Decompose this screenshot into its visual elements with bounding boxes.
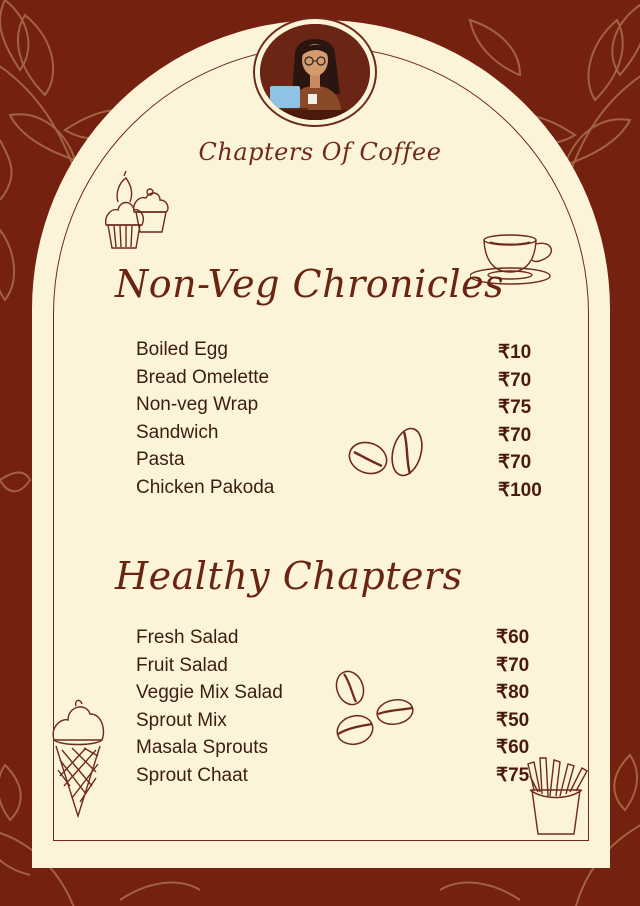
item-price: ₹100: [498, 479, 542, 501]
item-name: Sandwich: [136, 421, 219, 443]
item-price: ₹70: [496, 654, 530, 676]
menu-item: [136, 449, 546, 477]
item-price: ₹50: [496, 709, 530, 731]
item-price: ₹60: [496, 737, 530, 758]
section-title-non-veg: Non-Veg Chronicles: [115, 262, 505, 306]
menu-item: [136, 339, 546, 367]
item-name: Masala Sprouts: [136, 737, 269, 758]
cupcakes-icon: [100, 170, 172, 252]
menu-item: [136, 765, 546, 793]
item-price: ₹70: [498, 424, 532, 446]
menu-item: [136, 627, 546, 655]
french-fries-icon: [524, 756, 590, 836]
item-price: ₹10: [498, 342, 532, 363]
woman-with-laptop-icon: [260, 24, 370, 120]
coffee-beans-icon: [346, 424, 428, 482]
item-name: Sprout Chaat: [136, 764, 248, 786]
brand-title: Chapters Of Coffee: [198, 138, 442, 166]
item-price: ₹70: [498, 452, 532, 473]
item-price: ₹75: [498, 397, 532, 418]
item-name: Pasta: [136, 449, 185, 470]
item-name: Bread Omelette: [136, 366, 270, 388]
item-price: ₹75: [496, 764, 530, 786]
item-price: ₹60: [496, 627, 530, 648]
menu-item: [136, 422, 546, 450]
coffee-beans-icon: [332, 668, 418, 750]
item-name: Veggie Mix Salad: [136, 682, 283, 703]
item-name: Chicken Pakoda: [136, 476, 275, 498]
item-name: Fresh Salad: [136, 627, 239, 648]
item-name: Sprout Mix: [136, 709, 227, 731]
ice-cream-cone-icon: [50, 698, 106, 820]
non-veg-items: [136, 339, 546, 504]
item-name: Fruit Salad: [136, 654, 228, 676]
menu-item: [136, 394, 546, 422]
item-price: ₹80: [496, 682, 530, 703]
menu-item: [136, 367, 546, 395]
menu-item: [136, 477, 546, 505]
item-price: ₹70: [498, 369, 532, 391]
item-name: Boiled Egg: [136, 339, 228, 360]
section-title-healthy: Healthy Chapters: [115, 554, 463, 598]
item-name: Non-veg Wrap: [136, 394, 259, 415]
